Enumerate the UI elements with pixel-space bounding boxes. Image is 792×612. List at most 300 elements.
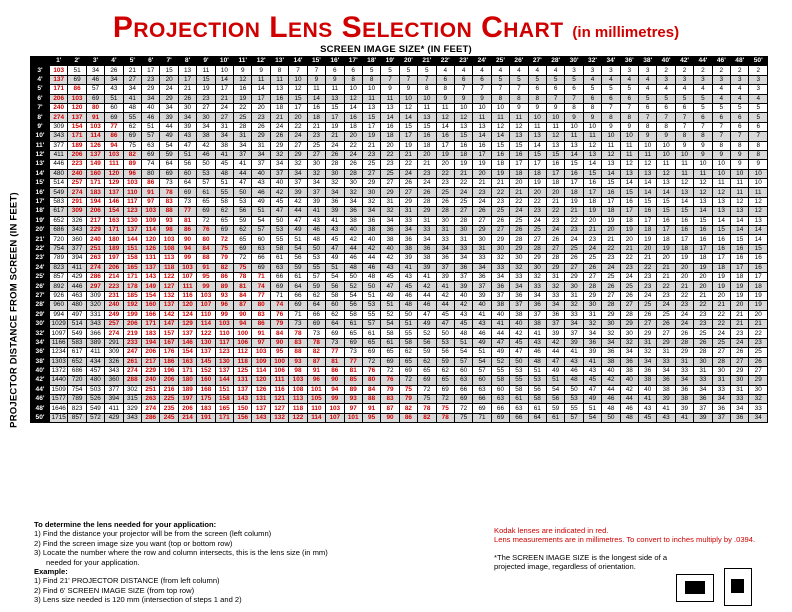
example-step: 1) Find 21' PROJECTOR DISTANCE (from left column) bbox=[34, 576, 220, 586]
table-cell: 63 bbox=[491, 395, 509, 404]
table-cell: 47 bbox=[289, 216, 307, 225]
table-cell: 20 bbox=[436, 160, 454, 169]
column-header: 23' bbox=[454, 57, 472, 66]
table-cell: 48 bbox=[344, 263, 362, 272]
table-cell: 4 bbox=[731, 94, 749, 103]
table-cell: 38 bbox=[362, 226, 380, 235]
row-header: 20' bbox=[31, 226, 50, 235]
table-cell: 434 bbox=[86, 357, 104, 366]
table-cell: 22 bbox=[436, 169, 454, 178]
table-cell: 103 bbox=[197, 291, 215, 300]
table-cell: 11 bbox=[436, 103, 454, 112]
table-cell: 40 bbox=[473, 301, 491, 310]
table-cell: 31 bbox=[639, 338, 657, 347]
table-cell: 116 bbox=[270, 385, 288, 394]
table-cell: 69 bbox=[381, 357, 399, 366]
table-cell: 103 bbox=[68, 94, 86, 103]
table-cell: 154 bbox=[68, 122, 86, 131]
table-cell: 197 bbox=[105, 254, 123, 263]
table-cell: 233 bbox=[123, 338, 141, 347]
row-header: 32' bbox=[31, 329, 50, 338]
table-cell: 41 bbox=[657, 404, 675, 413]
table-cell: 32 bbox=[344, 188, 362, 197]
table-cell: 4 bbox=[639, 75, 657, 84]
table-cell: 54 bbox=[546, 385, 564, 394]
table-cell: 46 bbox=[399, 291, 417, 300]
table-cell: 13 bbox=[473, 122, 491, 131]
table-cell: 652 bbox=[50, 216, 68, 225]
row-header: 34' bbox=[31, 338, 50, 347]
table-cell: 34 bbox=[344, 197, 362, 206]
table-cell: 11 bbox=[712, 179, 730, 188]
table-cell: 8 bbox=[528, 94, 546, 103]
table-cell: 38 bbox=[344, 216, 362, 225]
table-cell: 18 bbox=[731, 272, 749, 281]
table-cell: 89 bbox=[215, 282, 233, 291]
table-cell: 12 bbox=[289, 85, 307, 94]
row-header: 12' bbox=[31, 150, 50, 159]
table-cell: 129 bbox=[178, 319, 196, 328]
table-cell: 36 bbox=[602, 348, 620, 357]
table-cell: 11 bbox=[546, 122, 564, 131]
table-cell: 26 bbox=[749, 357, 768, 366]
table-cell: 34 bbox=[142, 94, 160, 103]
table-cell: 16 bbox=[473, 141, 491, 150]
table-cell: 34 bbox=[528, 291, 546, 300]
table-cell: 3 bbox=[675, 75, 693, 84]
landscape-slide-icon bbox=[676, 574, 714, 602]
table-cell: 12 bbox=[399, 103, 417, 112]
table-cell: 13 bbox=[565, 141, 583, 150]
table-cell: 25 bbox=[657, 310, 675, 319]
table-cell: 50 bbox=[307, 244, 325, 253]
table-cell: 14 bbox=[252, 85, 270, 94]
table-cell: 7 bbox=[694, 122, 712, 131]
table-cell: 69 bbox=[252, 263, 270, 272]
table-cell: 34 bbox=[510, 282, 528, 291]
table-cell: 46 bbox=[307, 226, 325, 235]
table-cell: 96 bbox=[307, 376, 325, 385]
table-cell: 37 bbox=[473, 282, 491, 291]
table-cell: 20 bbox=[694, 272, 712, 281]
table-cell: 103 bbox=[160, 235, 178, 244]
table-cell: 29 bbox=[602, 310, 620, 319]
convert-note-line: Lens measurements are in millimetres. To convert to inches multiply by .0394. bbox=[494, 535, 756, 545]
table-row bbox=[31, 385, 768, 394]
table-cell: 514 bbox=[50, 179, 68, 188]
table-cell: 46 bbox=[362, 263, 380, 272]
table-cell: 14 bbox=[639, 179, 657, 188]
table-cell: 22 bbox=[657, 282, 675, 291]
table-cell: 23 bbox=[252, 113, 270, 122]
table-cell: 9 bbox=[602, 122, 620, 131]
table-cell: 91 bbox=[307, 366, 325, 375]
instructions-heading: To determine the lens needed for your application: bbox=[34, 520, 217, 529]
table-cell: 12 bbox=[491, 122, 509, 131]
table-cell: 63 bbox=[270, 263, 288, 272]
table-row bbox=[31, 301, 768, 310]
table-cell: 26 bbox=[675, 329, 693, 338]
table-cell: 65 bbox=[234, 235, 252, 244]
table-cell: 72 bbox=[436, 395, 454, 404]
table-cell: 20 bbox=[657, 254, 675, 263]
table-cell: 78 bbox=[436, 413, 454, 422]
table-cell: 21 bbox=[491, 179, 509, 188]
table-cell: 89 bbox=[344, 385, 362, 394]
table-cell: 26 bbox=[694, 338, 712, 347]
table-row bbox=[31, 282, 768, 291]
table-cell: 27 bbox=[639, 319, 657, 328]
table-cell: 34 bbox=[197, 122, 215, 131]
column-header: 40' bbox=[657, 57, 675, 66]
table-cell: 142 bbox=[160, 310, 178, 319]
table-cell: 65 bbox=[197, 197, 215, 206]
table-cell: 15 bbox=[657, 197, 675, 206]
table-cell: 16 bbox=[694, 226, 712, 235]
column-header: 15' bbox=[307, 57, 325, 66]
table-cell: 343 bbox=[68, 226, 86, 235]
table-cell: 14 bbox=[344, 103, 362, 112]
table-cell: 18 bbox=[657, 235, 675, 244]
table-cell: 15 bbox=[546, 150, 564, 159]
table-cell: 42 bbox=[546, 338, 564, 347]
column-header: 34' bbox=[602, 57, 620, 66]
table-cell: 117 bbox=[123, 197, 141, 206]
table-cell: 17 bbox=[546, 169, 564, 178]
table-cell: 36 bbox=[418, 244, 436, 253]
table-cell: 411 bbox=[105, 404, 123, 413]
table-cell: 16 bbox=[491, 150, 509, 159]
table-cell: 42 bbox=[602, 376, 620, 385]
table-cell: 29 bbox=[491, 235, 509, 244]
table-cell: 77 bbox=[326, 348, 344, 357]
table-cell: 8 bbox=[712, 141, 730, 150]
table-cell: 57 bbox=[362, 319, 380, 328]
table-cell: 94 bbox=[326, 385, 344, 394]
table-cell: 51 bbox=[381, 301, 399, 310]
table-cell: 789 bbox=[68, 395, 86, 404]
table-cell: 36 bbox=[639, 366, 657, 375]
table-cell: 59 bbox=[289, 263, 307, 272]
table-cell: 17 bbox=[675, 235, 693, 244]
table-cell: 82 bbox=[215, 263, 233, 272]
table-cell: 7 bbox=[675, 122, 693, 131]
table-row bbox=[31, 310, 768, 319]
table-cell: 74 bbox=[252, 282, 270, 291]
table-cell: 10 bbox=[657, 150, 675, 159]
table-cell: 28 bbox=[546, 254, 564, 263]
table-cell: 20 bbox=[473, 169, 491, 178]
table-cell: 43 bbox=[528, 338, 546, 347]
table-cell: 36 bbox=[399, 235, 417, 244]
table-cell: 343 bbox=[105, 366, 123, 375]
table-cell: 10 bbox=[602, 132, 620, 141]
table-cell: 197 bbox=[178, 395, 196, 404]
table-cell: 20 bbox=[418, 150, 436, 159]
table-cell: 145 bbox=[197, 357, 215, 366]
table-cell: 6 bbox=[731, 113, 749, 122]
table-cell: 61 bbox=[381, 338, 399, 347]
table-cell: 480 bbox=[50, 169, 68, 178]
table-cell: 14 bbox=[731, 226, 749, 235]
table-cell: 73 bbox=[307, 329, 325, 338]
table-cell: 13 bbox=[712, 197, 730, 206]
table-cell: 125 bbox=[234, 366, 252, 375]
table-cell: 113 bbox=[289, 395, 307, 404]
table-cell: 10 bbox=[583, 122, 601, 131]
table-cell: 3 bbox=[602, 66, 620, 75]
table-cell: 110 bbox=[215, 329, 233, 338]
table-cell: 3 bbox=[620, 66, 638, 75]
table-cell: 6 bbox=[731, 122, 749, 131]
table-cell: 39 bbox=[546, 329, 564, 338]
table-cell: 9 bbox=[583, 113, 601, 122]
table-cell: 84 bbox=[197, 244, 215, 253]
table-cell: 189 bbox=[68, 141, 86, 150]
table-cell: 109 bbox=[252, 357, 270, 366]
table-cell: 66 bbox=[252, 254, 270, 263]
table-cell: 58 bbox=[510, 385, 528, 394]
table-cell: 29 bbox=[657, 338, 675, 347]
table-cell: 15 bbox=[454, 132, 472, 141]
table-cell: 34 bbox=[657, 366, 675, 375]
table-cell: 23 bbox=[694, 310, 712, 319]
table-cell: 40 bbox=[344, 226, 362, 235]
column-header: 42' bbox=[675, 57, 693, 66]
table-cell: 5 bbox=[583, 85, 601, 94]
column-header: 38' bbox=[639, 57, 657, 66]
table-cell: 46 bbox=[473, 329, 491, 338]
table-cell: 12 bbox=[546, 132, 564, 141]
table-cell: 38 bbox=[215, 141, 233, 150]
table-cell: 85 bbox=[344, 376, 362, 385]
instruction-step: 1) Find the distance your projector will be from the screen (left column) bbox=[34, 529, 272, 539]
table-cell: 24 bbox=[639, 291, 657, 300]
table-cell: 480 bbox=[68, 301, 86, 310]
table-cell: 21 bbox=[399, 150, 417, 159]
table-cell: 30 bbox=[565, 282, 583, 291]
table-cell: 97 bbox=[142, 197, 160, 206]
table-cell: 15 bbox=[528, 150, 546, 159]
table-cell: 24 bbox=[344, 150, 362, 159]
table-cell: 55 bbox=[491, 366, 509, 375]
table-cell: 9 bbox=[657, 132, 675, 141]
table-cell: 7 bbox=[565, 94, 583, 103]
table-cell: 34 bbox=[270, 160, 288, 169]
table-cell: 82 bbox=[307, 348, 325, 357]
table-cell: 175 bbox=[197, 395, 215, 404]
table-cell: 286 bbox=[86, 272, 104, 281]
table-cell: 29 bbox=[675, 348, 693, 357]
table-cell: 157 bbox=[160, 329, 178, 338]
table-cell: 42 bbox=[436, 291, 454, 300]
table-cell: 30 bbox=[583, 301, 601, 310]
table-cell: 78 bbox=[307, 338, 325, 347]
table-cell: 54 bbox=[344, 291, 362, 300]
table-cell: 16 bbox=[510, 150, 528, 159]
table-row bbox=[31, 254, 768, 263]
table-cell: 617 bbox=[50, 207, 68, 216]
table-cell: 47 bbox=[326, 244, 344, 253]
table-row bbox=[31, 366, 768, 375]
column-header: 12' bbox=[252, 57, 270, 66]
table-cell: 36 bbox=[694, 395, 712, 404]
table-cell: 15 bbox=[289, 94, 307, 103]
table-cell: 72 bbox=[197, 216, 215, 225]
table-cell: 21 bbox=[215, 94, 233, 103]
table-cell: 48 bbox=[399, 301, 417, 310]
table-cell: 69 bbox=[197, 207, 215, 216]
table-cell: 7 bbox=[712, 122, 730, 131]
table-cell: 45 bbox=[381, 272, 399, 281]
table-cell: 34 bbox=[620, 348, 638, 357]
table-cell: 30 bbox=[178, 103, 196, 112]
table-cell: 118 bbox=[160, 263, 178, 272]
table-cell: 14 bbox=[602, 169, 620, 178]
table-cell: 30 bbox=[326, 169, 344, 178]
table-cell: 43 bbox=[583, 366, 601, 375]
table-cell: 24 bbox=[289, 132, 307, 141]
table-row bbox=[31, 66, 768, 75]
table-cell: 27 bbox=[620, 301, 638, 310]
table-cell: 30 bbox=[528, 263, 546, 272]
table-cell: 23 bbox=[381, 160, 399, 169]
table-cell: 229 bbox=[142, 366, 160, 375]
table-cell: 47 bbox=[178, 141, 196, 150]
table-cell: 206 bbox=[86, 207, 104, 216]
table-cell: 58 bbox=[399, 338, 417, 347]
table-cell: 51 bbox=[105, 94, 123, 103]
table-cell: 103 bbox=[178, 263, 196, 272]
table-cell: 88 bbox=[362, 395, 380, 404]
table-cell: 26 bbox=[418, 188, 436, 197]
table-cell: 56 bbox=[234, 207, 252, 216]
table-cell: 217 bbox=[86, 216, 104, 225]
table-cell: 137 bbox=[86, 150, 104, 159]
table-row bbox=[31, 150, 768, 159]
table-cell: 19 bbox=[362, 132, 380, 141]
table-cell: 82 bbox=[123, 150, 141, 159]
column-header: 22' bbox=[436, 57, 454, 66]
table-cell: 31 bbox=[436, 226, 454, 235]
table-cell: 25 bbox=[528, 226, 546, 235]
table-cell: 27 bbox=[546, 244, 564, 253]
table-cell: 131 bbox=[234, 376, 252, 385]
table-cell: 51 bbox=[289, 235, 307, 244]
table-cell: 5 bbox=[749, 103, 768, 112]
table-cell: 77 bbox=[178, 207, 196, 216]
table-cell: 27 bbox=[473, 216, 491, 225]
table-cell: 21 bbox=[694, 291, 712, 300]
table-cell: 5 bbox=[381, 66, 399, 75]
table-cell: 42 bbox=[620, 385, 638, 394]
table-cell: 8 bbox=[418, 85, 436, 94]
table-cell: 14 bbox=[731, 216, 749, 225]
table-cell: 251 bbox=[86, 244, 104, 253]
table-cell: 49 bbox=[160, 132, 178, 141]
table-cell: 38 bbox=[197, 132, 215, 141]
table-cell: 29 bbox=[583, 291, 601, 300]
table-cell: 21 bbox=[639, 254, 657, 263]
table-row bbox=[31, 132, 768, 141]
table-cell: 21 bbox=[510, 188, 528, 197]
table-cell: 160 bbox=[142, 301, 160, 310]
table-cell: 1440 bbox=[50, 376, 68, 385]
table-cell: 151 bbox=[215, 385, 233, 394]
table-cell: 88 bbox=[197, 254, 215, 263]
table-cell: 2 bbox=[657, 66, 675, 75]
table-cell: 19 bbox=[602, 216, 620, 225]
table-cell: 41 bbox=[639, 395, 657, 404]
table-cell: 446 bbox=[50, 160, 68, 169]
table-cell: 73 bbox=[344, 348, 362, 357]
table-cell: 219 bbox=[123, 329, 141, 338]
table-cell: 34 bbox=[215, 132, 233, 141]
table-cell: 65 bbox=[418, 366, 436, 375]
table-cell: 11 bbox=[307, 85, 325, 94]
table-cell: 58 bbox=[381, 329, 399, 338]
table-cell: 192 bbox=[123, 301, 141, 310]
table-cell: 11 bbox=[270, 75, 288, 84]
table-cell: 160 bbox=[86, 169, 104, 178]
row-header: 24' bbox=[31, 263, 50, 272]
table-cell: 20 bbox=[602, 226, 620, 235]
table-cell: 137 bbox=[252, 404, 270, 413]
table-cell: 23 bbox=[142, 75, 160, 84]
table-cell: 143 bbox=[142, 272, 160, 281]
table-cell: 48 bbox=[215, 169, 233, 178]
table-cell: 41 bbox=[326, 216, 344, 225]
table-cell: 9 bbox=[694, 141, 712, 150]
column-header: 18' bbox=[362, 57, 380, 66]
table-cell: 43 bbox=[657, 413, 675, 422]
table-cell: 1509 bbox=[50, 385, 68, 394]
table-cell: 86 bbox=[178, 226, 196, 235]
row-header: 21' bbox=[31, 235, 50, 244]
table-cell: 48 bbox=[362, 272, 380, 281]
table-cell: 29 bbox=[160, 94, 178, 103]
table-cell: 14 bbox=[583, 160, 601, 169]
table-cell: 343 bbox=[123, 413, 141, 422]
table-cell: 34 bbox=[731, 404, 749, 413]
table-cell: 2 bbox=[675, 66, 693, 75]
table-cell: 32 bbox=[602, 329, 620, 338]
row-header: 10' bbox=[31, 132, 50, 141]
table-cell: 89 bbox=[123, 160, 141, 169]
table-cell: 137 bbox=[50, 75, 68, 84]
table-cell: 57 bbox=[252, 226, 270, 235]
table-cell: 53 bbox=[528, 376, 546, 385]
table-cell: 48 bbox=[565, 376, 583, 385]
table-cell: 51 bbox=[326, 263, 344, 272]
table-cell: 46 bbox=[620, 404, 638, 413]
table-cell: 63 bbox=[252, 244, 270, 253]
table-cell: 291 bbox=[105, 338, 123, 347]
table-cell: 77 bbox=[105, 122, 123, 131]
table-cell: 11 bbox=[362, 94, 380, 103]
table-cell: 30 bbox=[362, 188, 380, 197]
table-cell: 16 bbox=[234, 85, 252, 94]
table-cell: 4 bbox=[712, 85, 730, 94]
table-cell: 44 bbox=[436, 301, 454, 310]
table-cell: 38 bbox=[418, 254, 436, 263]
table-cell: 36 bbox=[344, 207, 362, 216]
row-header: 29' bbox=[31, 310, 50, 319]
column-header: 28' bbox=[546, 57, 564, 66]
table-cell: 146 bbox=[178, 338, 196, 347]
table-cell: 26 bbox=[565, 254, 583, 263]
table-cell: 66 bbox=[454, 385, 472, 394]
